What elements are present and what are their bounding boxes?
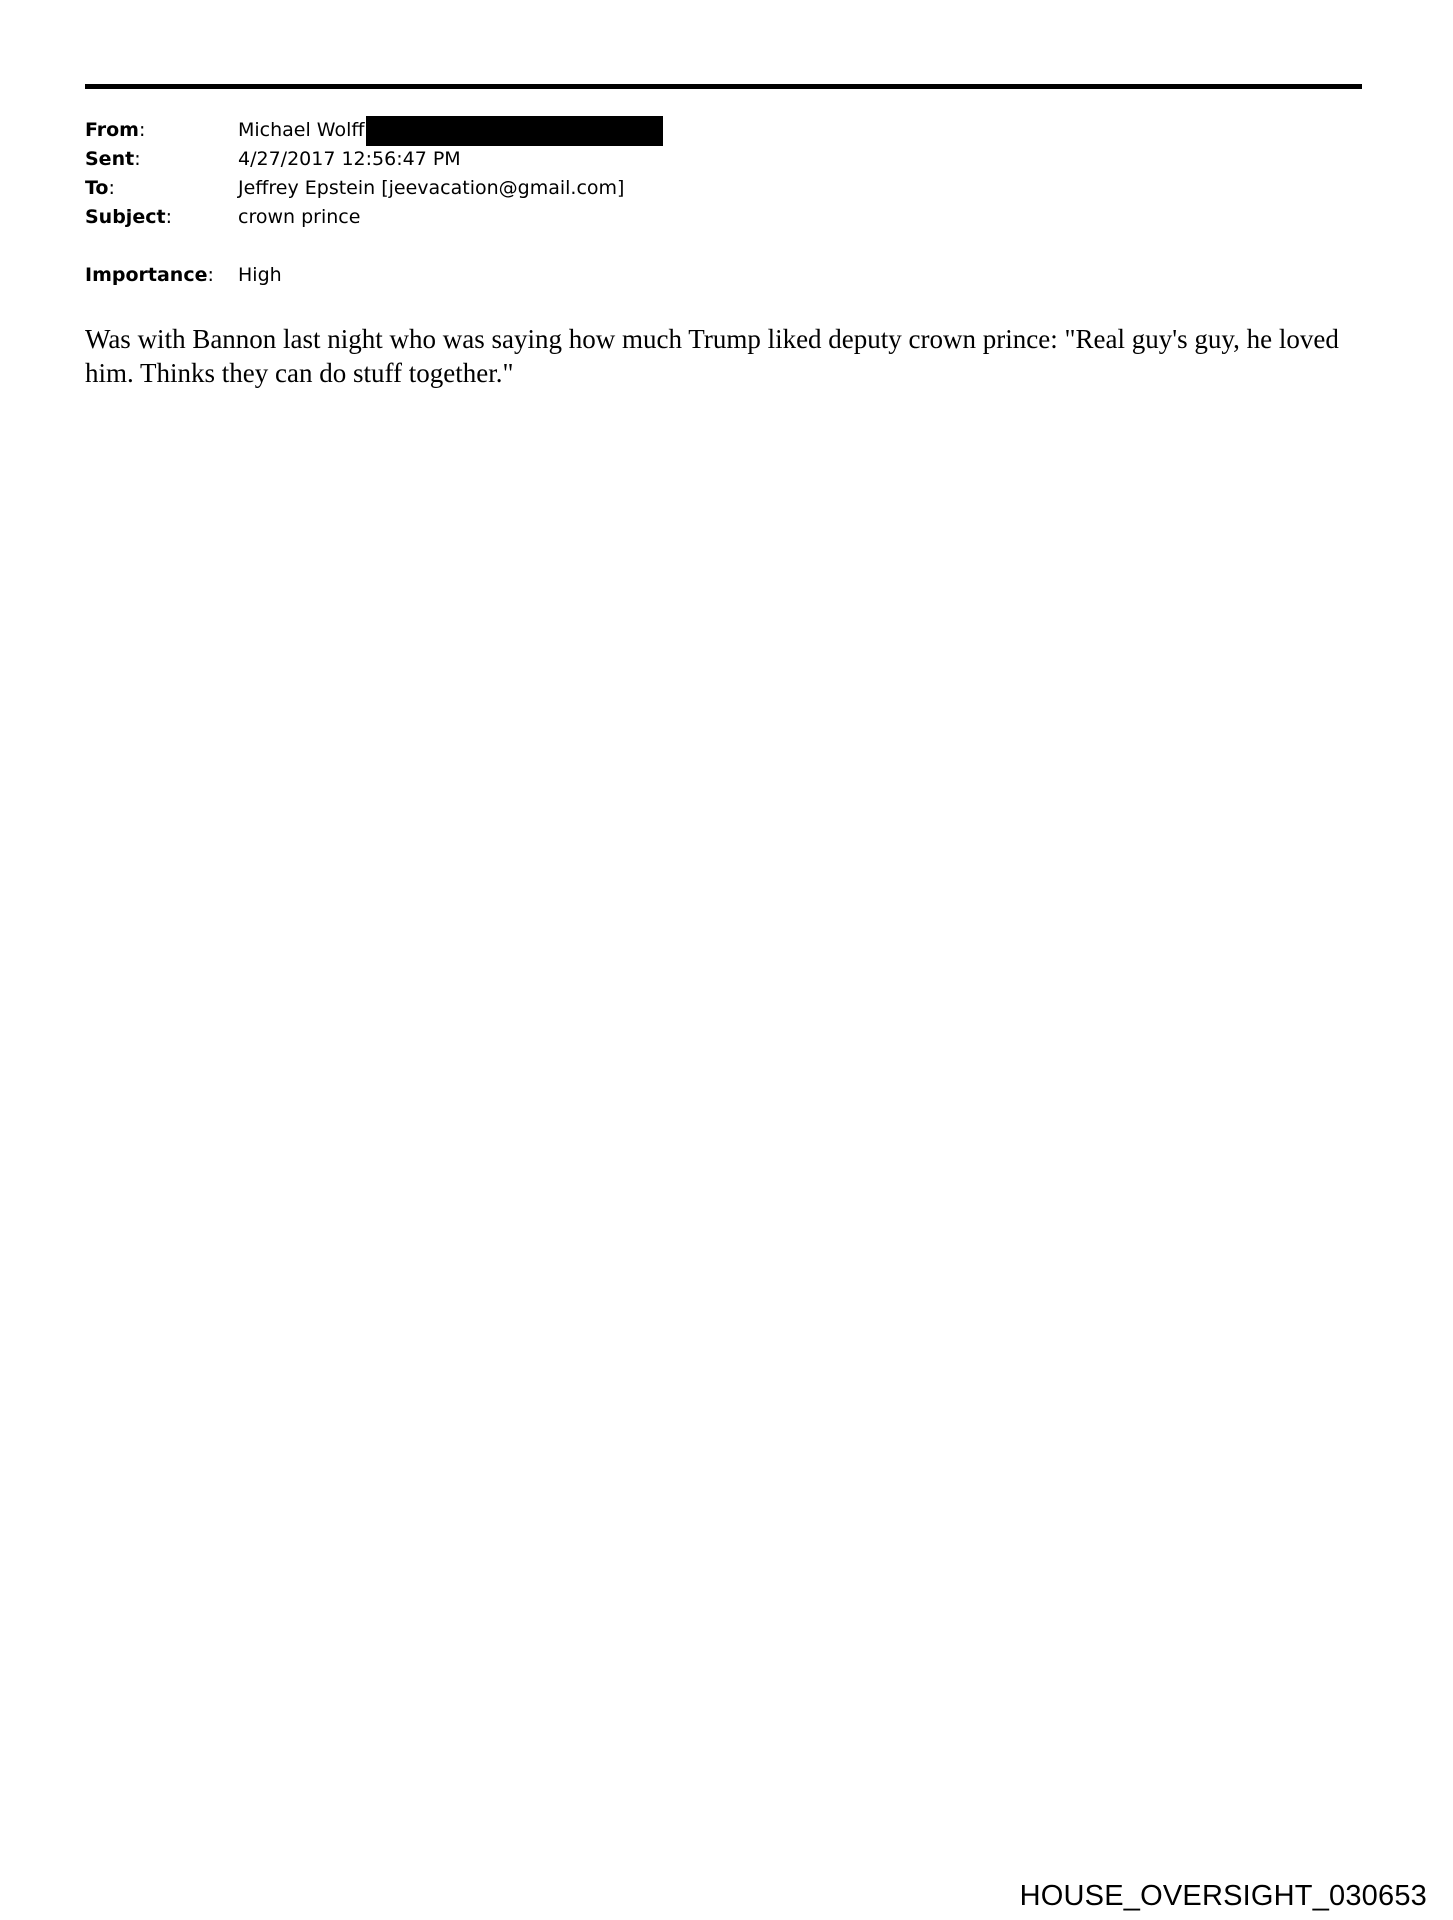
bates-number: HOUSE_OVERSIGHT_030653 xyxy=(1019,1880,1427,1912)
header-divider xyxy=(85,84,1362,89)
subject-label: Subject: xyxy=(85,206,172,228)
from-row xyxy=(85,116,663,145)
sent-row xyxy=(85,145,663,174)
email-header xyxy=(85,116,663,290)
sent-value: 4/27/2017 12:56:47 PM xyxy=(238,148,461,170)
email-body: Was with Bannon last night who was saying how much Trump liked deputy crown prince: "Real guy's guy, he loved him. Thinks they can do stuff together." xyxy=(85,324,1339,388)
subject-row xyxy=(85,203,663,232)
to-row xyxy=(85,174,663,203)
from-value xyxy=(238,116,663,146)
importance-value: High xyxy=(238,264,282,286)
importance-label: Importance: xyxy=(85,264,214,286)
sent-label: Sent: xyxy=(85,148,141,170)
from-name: Michael Wolff xyxy=(238,119,365,141)
to-label: To: xyxy=(85,177,115,199)
to-value: Jeffrey Epstein [jeevacation@gmail.com] xyxy=(238,177,625,199)
importance-row xyxy=(85,261,663,290)
redaction-box xyxy=(366,116,663,146)
subject-value: crown prince xyxy=(238,206,361,228)
from-label: From: xyxy=(85,119,146,141)
